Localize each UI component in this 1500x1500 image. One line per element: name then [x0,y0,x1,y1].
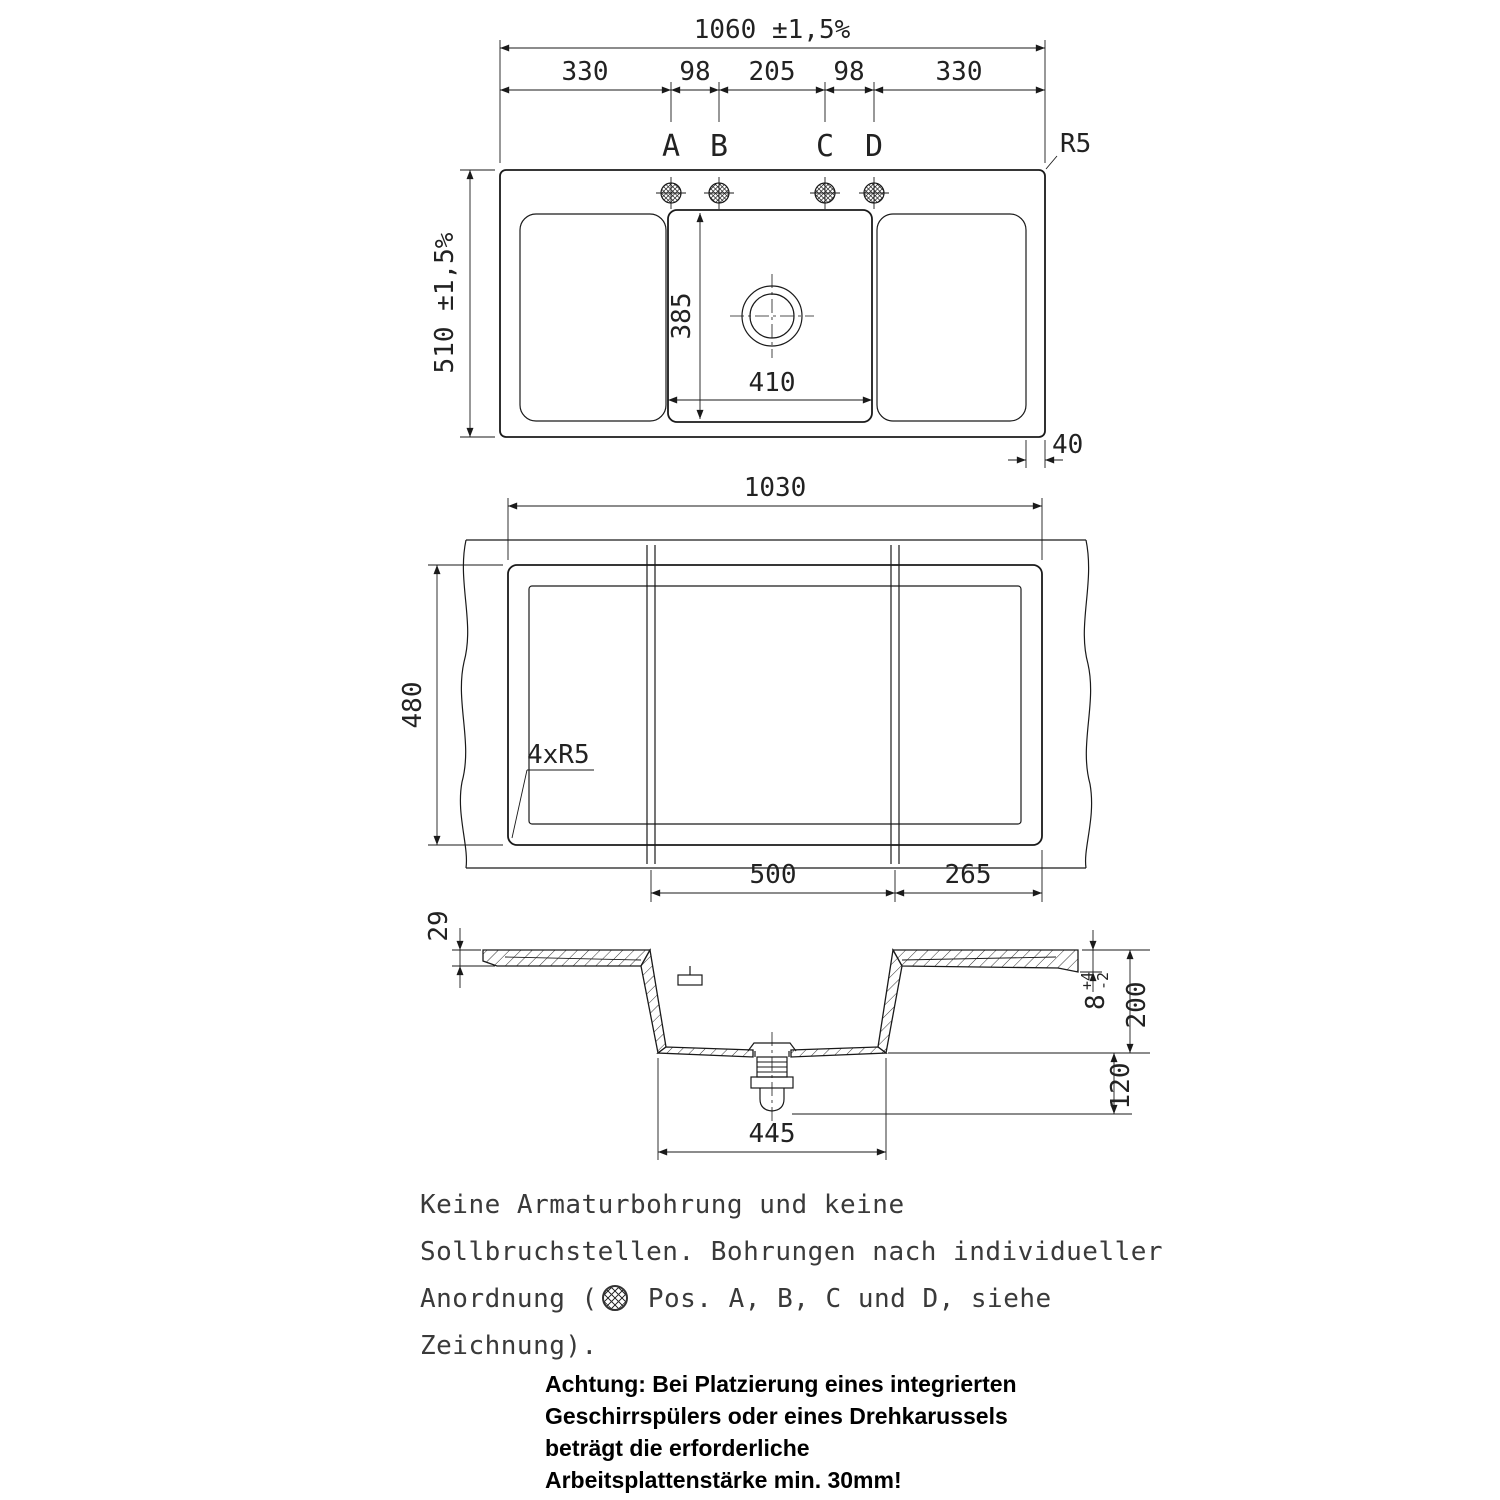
dim-cutout-height-value: 480 [398,681,428,729]
countertop-break-left [460,540,467,868]
dim-bowl-width-value: 410 [748,368,796,398]
dim-edge-offset [1008,430,1083,468]
dim-total-height [430,170,495,437]
note-cutout-radius [512,740,594,838]
dim-edge-offset-value: 40 [1052,430,1084,460]
left-drainboard [520,214,666,421]
dim-bowl-length-value: 385 [667,292,697,340]
dim-hole-segments [500,57,1045,122]
right-drainboard [877,214,1026,421]
tap-hole-c [810,177,840,209]
note-text: Pos. A, B, C und D, siehe [631,1284,1052,1314]
note-text: Anordnung ( [420,1284,598,1314]
dim-side-span-value: 265 [944,860,992,890]
dim-bowl-width [668,368,872,400]
warning-line: beträgt die erforderliche [545,1435,810,1461]
tap-hole-a [656,177,686,209]
tap-hole-b [704,177,734,209]
section-view [424,910,1152,1160]
note-line [420,1182,1180,1229]
hole-label-b: B [709,129,729,164]
drain-assembly [748,1032,796,1124]
hole-label-d: D [864,129,884,164]
dim-bowl-span-value: 500 [749,860,797,890]
dim-bowl-length [667,213,700,419]
warning-line: Achtung: Bei Platzierung eines integrierten [545,1371,1017,1397]
dim-total-depth-value: 200 [1122,981,1152,1029]
dim-drain-depth [792,1053,1136,1114]
dim-cutout-width [508,473,1042,560]
note-line [420,1276,1180,1323]
note-warning [545,1368,1105,1496]
cutout-outline [508,565,1042,845]
dim-seg-98-left: 98 [679,57,711,87]
dim-section-bowl-width-value: 445 [748,1119,796,1149]
note-drilling [420,1182,1180,1370]
dim-edge-tol-plus: +4 [1078,971,1096,990]
note-line [420,1229,1180,1276]
note-line [420,1323,1180,1370]
rim-section-right [893,950,1078,972]
note-text: Keine Armaturbohrung und keine [420,1190,905,1220]
warning-line: Arbeitsplattenstärke min. 30mm! [545,1467,902,1493]
countertop-break-right [1084,540,1091,868]
cutout-radius-value: 4xR5 [527,740,590,770]
dim-drain-depth-value: 120 [1106,1062,1136,1110]
note-corner-radius [1046,129,1091,169]
dim-edge-thickness [1078,930,1112,1010]
cutout-view [398,473,1092,902]
bowl-bottom-right [791,1047,886,1057]
bowl-wall-right [878,950,902,1053]
dim-edge-value: 8 [1081,994,1111,1010]
dim-total-width-value: 1060 ±1,5% [693,15,851,45]
dim-seg-330-right: 330 [935,57,983,87]
dim-rim-height-value: 29 [424,910,454,942]
bowl-bottom-left [658,1047,753,1057]
dim-cutout-height [398,565,503,845]
hole-label-c: C [815,129,835,164]
hole-label-a: A [661,129,681,164]
top-view [430,15,1091,468]
warning-line: Geschirrspülers oder eines Drehkarussels [545,1403,1008,1429]
dim-total-height-value: 510 ±1,5% [430,232,460,374]
dim-total-width [500,15,1045,163]
dim-seg-98-right: 98 [833,57,865,87]
corner-radius-value: R5 [1060,129,1092,159]
dim-edge-tol-minus: -2 [1094,971,1112,990]
drill-hole-icon [602,1285,628,1311]
sink-body-outline [529,586,1021,824]
dim-bottom-spans [651,850,1042,902]
mounting-clamp [678,966,702,985]
dim-seg-330-left: 330 [561,57,609,87]
dim-seg-205: 205 [748,57,796,87]
tap-hole-d [859,177,889,209]
dim-rim-height [424,910,495,988]
note-text: Zeichnung). [420,1331,598,1361]
bowl-wall-left [641,950,666,1053]
dim-cutout-width-value: 1030 [743,473,807,503]
note-text: Sollbruchstellen. Bohrungen nach individueller [420,1237,1164,1267]
